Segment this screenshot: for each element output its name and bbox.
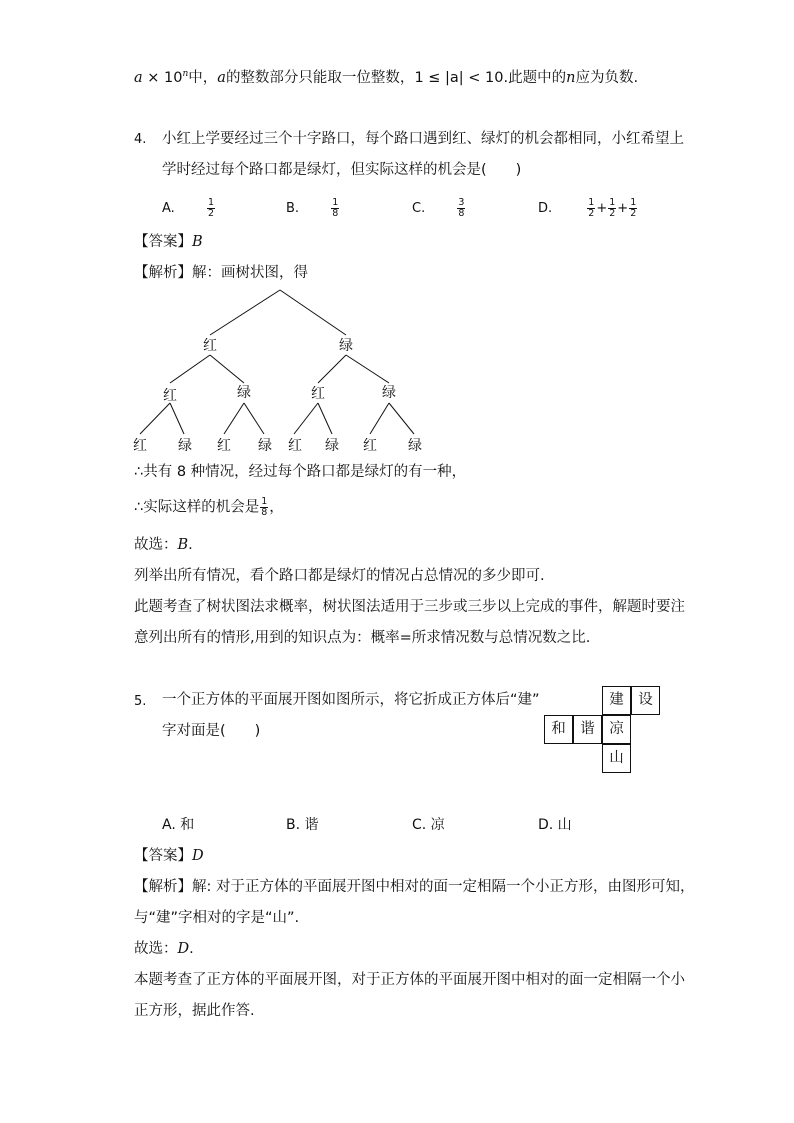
intro-text-3: 的整数部分只能取一位整数， [225, 69, 415, 86]
tree-node-l2: 红 [311, 386, 325, 402]
q4-prob-fraction: $\frac{1}{8}$ [261, 496, 268, 518]
q5-answer-value: D [192, 848, 204, 864]
tree-edge [210, 290, 280, 335]
tree-node-l3: 绿 [178, 438, 192, 454]
tree-node-l3: 红 [217, 438, 231, 454]
q5-answer [134, 846, 204, 866]
tree-node-l2: 绿 [382, 385, 396, 401]
q4-option-c-fraction: $\frac{3}{8}$ [458, 197, 465, 219]
q5-analysis-line2: 与“建”字相对的字是“山”. [134, 910, 300, 926]
q5-choose-suffix: . [189, 941, 194, 957]
q5-choose [134, 939, 194, 959]
q4-option-d-label: D. [538, 201, 553, 216]
q5-stem-line1: 一个正方体的平面展开图如图所示，将它折成正方体后“建” [162, 692, 540, 708]
q5-option-c[interactable]: C. 凉 [412, 817, 445, 833]
q4-comment-3: 意列出所有的情形,用到的知识点为：概率=所求情况数与总情况数之比. [134, 630, 591, 646]
q4-answer-value: B [192, 234, 203, 250]
tree-node-l3: 红 [133, 438, 147, 454]
q4-number: 4. [134, 132, 147, 147]
q4-answer-tag: 【答案】 [134, 234, 192, 250]
intro-a: a [134, 69, 143, 86]
q5-option-d[interactable]: D. 山 [538, 817, 572, 833]
q5-analysis-text1: 解: 对于正方体的平面展开图中相对的面一定相隔一个小正方形，由图形可知， [192, 879, 695, 895]
net-cell-xie: 谐 [573, 715, 602, 744]
q5-choose-prefix: 故选： [134, 941, 178, 957]
tree-node-l3: 绿 [408, 438, 422, 454]
tree-node-l3: 绿 [258, 438, 272, 454]
intro-exp: n [182, 69, 189, 79]
q4-analysis-tag: 【解析】 [134, 265, 192, 281]
q4-choose [134, 535, 193, 555]
q5-comment-1: 本题考查了正方体的平面展开图，对于正方体的平面展开图中相对的面一定相隔一个小 [134, 972, 685, 988]
tree-node-l1-red: 红 [203, 338, 217, 354]
intro-text-6: 应为负数. [575, 69, 639, 86]
net-cell-liang: 凉 [602, 715, 631, 744]
q4-option-c-label: C. [412, 201, 426, 216]
net-cell-jian: 建 [602, 686, 631, 715]
q4-choose-suffix: . [188, 537, 193, 553]
q5-stem-line2: 字对面是( ) [162, 723, 261, 739]
tree-edge [346, 355, 389, 383]
q5-option-b[interactable]: B. 谐 [286, 817, 319, 833]
tree-node-l2: 红 [163, 388, 177, 404]
intro-text-2: a [217, 69, 226, 86]
q5-analysis-tag: 【解析】 [134, 879, 192, 895]
intro-text-1: 中， [188, 69, 218, 86]
q4-choose-prefix: 故选： [134, 537, 178, 553]
q4-option-b-label: B. [286, 201, 300, 216]
q4-comment-1: 列举出所有情况，看个路口都是绿灯的情况占总情况的多少即可. [134, 568, 545, 584]
tree-node-l1-green: 绿 [339, 338, 353, 354]
intro-times: × 10 [147, 69, 183, 86]
tree-edge [170, 355, 210, 383]
q4-line-probability [134, 497, 284, 518]
tree-node-l3: 红 [288, 438, 302, 454]
tree-edge [318, 403, 332, 434]
q4-analysis-intro: 解：画树状图，得 [192, 265, 308, 281]
intro-inequality: 1 ≤ |a| < 10 [414, 69, 504, 86]
tree-edge [210, 355, 244, 383]
q5-choose-letter: D [177, 941, 190, 957]
tree-node-l3: 绿 [325, 438, 339, 454]
q4-choose-letter: B [177, 537, 189, 553]
q5-answer-tag: 【答案】 [134, 848, 192, 864]
intro-text-5: n [566, 69, 576, 86]
q4-option-a-label: A. [162, 201, 175, 216]
tree-edge [389, 403, 414, 434]
net-cell-he: 和 [544, 715, 573, 744]
q5-analysis-line1 [134, 877, 695, 897]
q4-comment-2: 此题考查了树状图法求概率，树状图法适用于三步或三步以上完成的事件，解题时要注 [134, 599, 685, 615]
q4-option-d-expression: $\frac{1}{2}$ + $\frac{1}{2}$ + $\frac{1}{2}$ [588, 197, 637, 219]
q4-stem-line1: 小红上学要经过三个十字路口，每个路口遇到红、绿灯的机会都相同，小红希望上 [162, 131, 684, 147]
tree-node-l2: 绿 [237, 385, 251, 401]
q4-option-b-fraction: $\frac{1}{8}$ [332, 197, 339, 219]
tree-edge [170, 403, 184, 434]
q4-option-a-fraction: $\frac{1}{2}$ [207, 197, 214, 219]
q4-prob-prefix: ∴实际这样的机会是 [134, 499, 260, 516]
tree-edge [140, 403, 170, 434]
tree-edge [318, 355, 346, 383]
q5-option-a[interactable]: A. 和 [162, 817, 195, 833]
tree-edge [280, 290, 346, 335]
net-cell-shan: 山 [602, 744, 631, 773]
tree-edge [224, 403, 244, 434]
intro-text-4: .此题中的 [503, 69, 567, 86]
tree-edge [370, 403, 389, 434]
q5-comment-2: 正方形，据此作答. [134, 1003, 255, 1019]
q4-stem-line2: 学时经过每个路口都是绿灯，但实际这样的机会是( ) [162, 162, 522, 178]
q4-prob-suffix: ， [269, 499, 284, 516]
tree-node-l3: 红 [363, 438, 377, 454]
tree-edge [244, 403, 264, 434]
tree-edge [294, 403, 318, 434]
net-cell-she: 设 [631, 686, 660, 715]
q5-number: 5. [134, 694, 147, 709]
q4-line-total: ∴共有 8 种情况，经过每个路口都是绿灯的有一种， [134, 464, 467, 480]
